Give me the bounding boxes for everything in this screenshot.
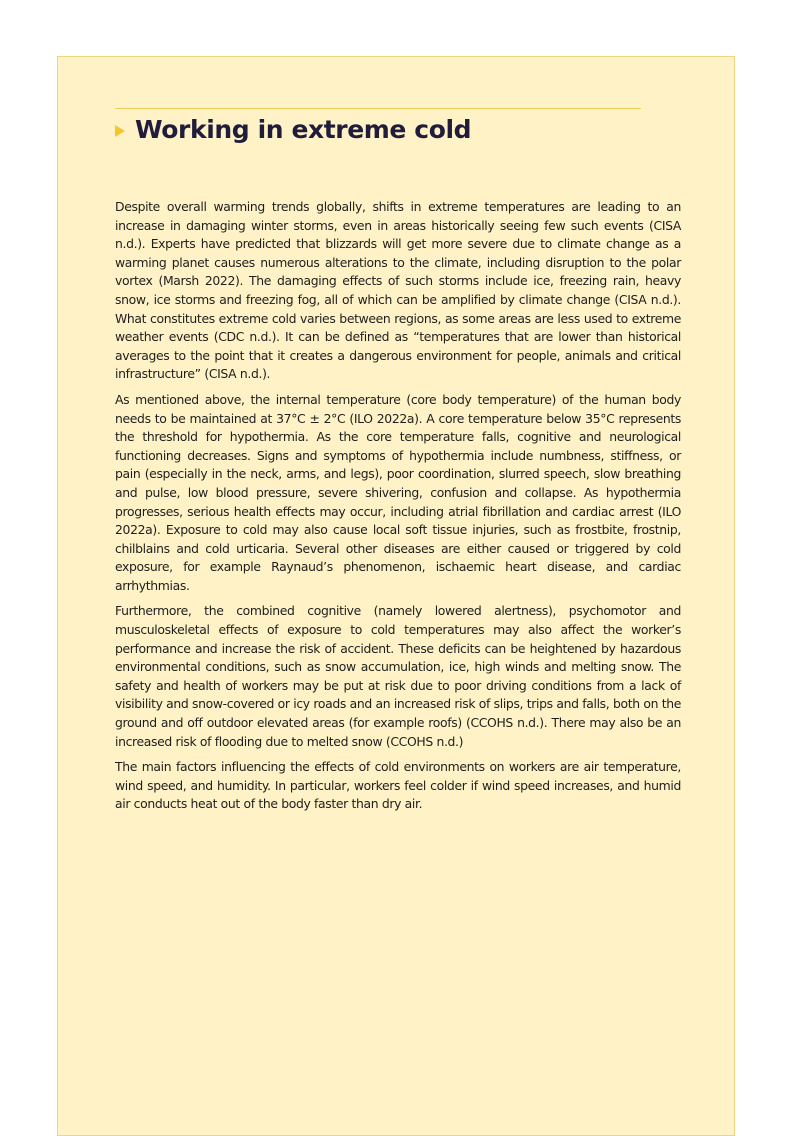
paragraph: Despite overall warming trends globally, shifts in extreme temperatures are leading to an increase in damaging winter storms, even in areas historically seeing few such events (CISA n.d.). Experts have predicted that blizzards will get more severe due to climate change as a warming planet causes numerous alterations to the climate, including disruption to the polar vortex (Marsh 2022). The damaging effects of such storms include ice, freezing rain, heavy snow, ice storms and freezing fog, all of which can be amplified by climate change (CISA n.d.). What constitutes extreme cold varies between regions, as some areas are less used to extreme weather events (CDC n.d.). It can be defined as “temperatures that are lower than historical averages to the point that it creates a dangerous environment for people, animals and critical infrastructure” (CISA n.d.). [115, 199, 681, 382]
content-panel [57, 56, 735, 1136]
paragraph: The main factors influencing the effects of cold environments on workers are air temperature, wind speed, and humidity. In particular, workers feel colder if wind speed increases, and humid air conducts heat out of the body faster than dry air. [115, 759, 681, 812]
paragraph: Furthermore, the combined cognitive (namely lowered alertness), psychomotor and musculoskeletal effects of exposure to cold temperatures may also affect the worker’s performance and increase the risk of accident. These deficits can be heightened by hazardous environmental conditions, such as snow accumulation, ice, high winds and melting snow. The safety and health of workers may be put at risk due to poor driving conditions from a lack of visibility and snow-covered or icy roads and an increased risk of slips, trips and falls, both on the ground and off outdoor elevated areas (for example roofs) (CCOHS n.d.). There may also be an increased risk of flooding due to melted snow (CCOHS n.d.) [115, 603, 681, 749]
body-text [115, 198, 681, 821]
section-heading [115, 115, 471, 144]
paragraph: As mentioned above, the internal temperature (core body temperature) of the human body needs to be maintained at 37°C ± 2°C (ILO 2022a). A core temperature below 35°C represents the threshold for hypothermia. As the core temperature falls, cognitive and neurological functioning decreases. Signs and symptoms of hypothermia include numbness, stiffness, or pain (especially in the neck, arms, and legs), poor coordination, slurred speech, slow breathing and pulse, low blood pressure, severe shivering, confusion and collapse. As hypothermia progresses, serious health effects may occur, including atrial fibrillation and cardiac arrest (ILO 2022a). Exposure to cold may also cause local soft tissue injuries, such as frostbite, frostnip, chilblains and cold urticaria. Several other diseases are either caused or triggered by cold exposure, for example Raynaud’s phenomenon, ischaemic heart disease, and cardiac arrhythmias. [115, 391, 681, 593]
section-title: Working in extreme cold [135, 115, 472, 144]
section-divider [115, 108, 641, 109]
triangle-bullet-icon [115, 125, 125, 137]
